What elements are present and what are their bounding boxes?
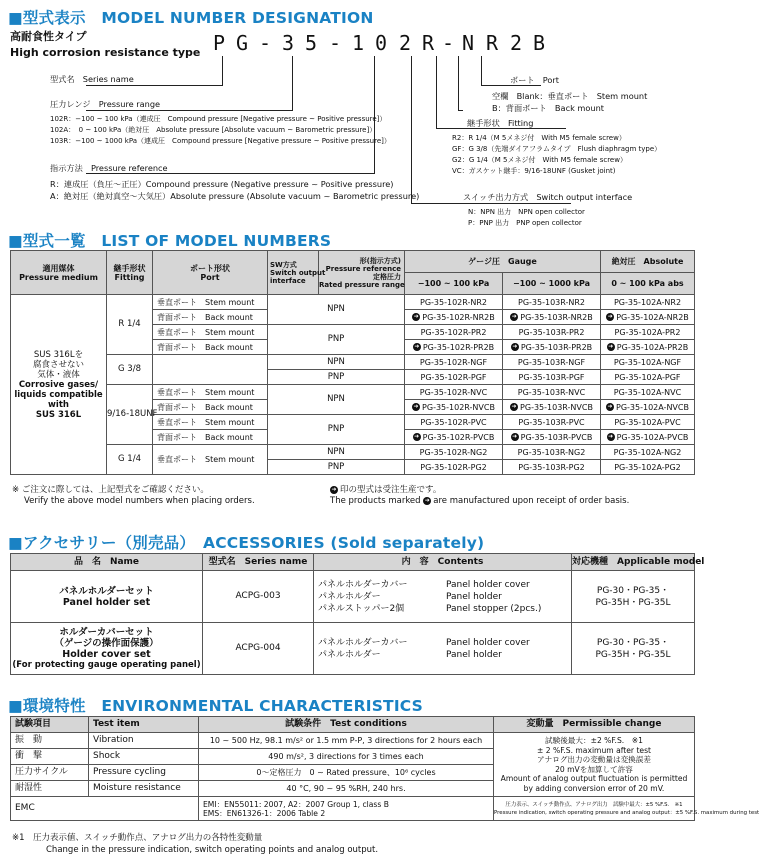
acc-section-title: ■アクセサリー（別売品） ACCESSORIES (Sold separately)	[8, 534, 485, 552]
range-item: 103R：−100 ~ 1000 kPa（連成圧 Compound pressure [Negative pressure ~ Positive pressure]）	[50, 137, 391, 145]
model-number-cell: PG-35-103R-PR2	[503, 325, 601, 340]
model-number-cell: PG-35-102R-PGF	[405, 370, 503, 385]
arrow-mark-icon: ➜	[608, 433, 614, 440]
range-item: 102A： 0 ~ 100 kPa（絶対圧 Absolute pressure [Absolute vacuum ~ Barometric pressure]）	[50, 126, 377, 134]
code-char: 3	[282, 31, 295, 55]
switch-label: スイッチ出力方式 Switch output interface	[463, 192, 633, 202]
model-number-cell: PG-35-103R-PGF	[503, 370, 601, 385]
fitting-cell: R 1/4	[107, 295, 153, 355]
leader-line	[436, 128, 566, 129]
leader-line	[436, 56, 437, 129]
code-char: -	[329, 31, 342, 55]
model-number-cell: PG-35-103R-NGF	[503, 355, 601, 370]
code-char: P	[213, 31, 226, 55]
header-sw: SW方式 Switch output interface	[268, 251, 319, 295]
series-label: 型式名 Series name	[50, 74, 134, 84]
switch-item: N：NPN 出力 NPN open collector	[468, 208, 585, 216]
model-number-cell: PG-35-102A-PR2	[601, 325, 695, 340]
acc-header-model: 対応機種 Applicable model	[572, 554, 695, 571]
acc-contents: パネルホルダーカバー パネルホルダー パネルストッパー2個 Panel holder cover Panel holder Panel stopper (2pcs.)	[314, 571, 572, 623]
leader-line	[411, 56, 412, 204]
note1-en: Verify the above model numbers when placing orders.	[24, 496, 255, 506]
list-section-title: ■型式一覧 LIST OF MODEL NUMBERS	[8, 232, 332, 250]
arrow-mark-icon: ➜	[511, 313, 517, 320]
model-section-title: ■型式表示 MODEL NUMBER DESIGNATION	[8, 9, 374, 27]
env-change-emc: 圧力表示、スイッチ動作点、アナログ出力 試験中最大：±5 %F.S. ※1 Pressure indication, switch operating pressure and analog output：±5 %F.S. maximum during test	[494, 797, 695, 821]
env-cond-emc: EMI：EN55011: 2007, A2：2007 Group 1, class B EMS：EN61326-1：2006 Table 2	[199, 797, 494, 821]
leader-line	[458, 56, 459, 111]
env-cond: 0～定格圧力 0 ~ Rated pressure、10⁶ cycles	[199, 765, 494, 781]
model-number-cell: ➜ PG-35-102R-NR2B	[405, 310, 503, 325]
leader-line	[292, 56, 293, 111]
code-char: 5	[305, 31, 318, 55]
arrow-mark-icon: ➜	[607, 403, 613, 410]
model-number-cell: ➜ PG-35-102A-NVCB	[601, 400, 695, 415]
model-number-cell: PG-35-102R-PVC	[405, 415, 503, 430]
header-range-3: 0 ~ 100 kPa abs	[601, 273, 695, 295]
arrow-mark-icon: ➜	[512, 433, 518, 440]
model-number-cell: PG-35-102A-PVC	[601, 415, 695, 430]
env-item-jp: 耐湿性	[11, 781, 89, 797]
env-cond: 40 °C, 90 ~ 95 %RH, 240 hrs.	[199, 781, 494, 797]
table-row	[11, 355, 695, 370]
env-item-en: Moisture resistance	[89, 781, 199, 797]
model-number-cell: ➜ PG-35-102R-PR2B	[405, 340, 503, 355]
model-number-cell: ➜ PG-35-103R-PR2B	[503, 340, 601, 355]
port-item: 空欄 Blank：垂直ポート Stem mount	[492, 91, 648, 101]
table-row	[11, 295, 695, 310]
code-char: R	[486, 31, 499, 55]
model-number-cell: PG-35-102R-NG2	[405, 445, 503, 460]
leader-line	[86, 110, 293, 111]
env-note-jp: ※1 圧力表示値、スイッチ動作点、アナログ出力の各特性変動量	[12, 833, 263, 843]
model-number-cell: PG-35-102A-NGF	[601, 355, 695, 370]
port-label: ボート Port	[510, 75, 559, 85]
model-number-cell: ➜ PG-35-102A-PR2B	[601, 340, 695, 355]
sw-cell: PNP	[268, 415, 405, 445]
model-number-cell: ➜ PG-35-103R-NVCB	[503, 400, 601, 415]
acc-name: パネルホルダーセット Panel holder set	[11, 571, 203, 623]
code-char: B	[533, 31, 546, 55]
arrow-mark-icon: ➜	[414, 433, 420, 440]
type-jp: 高耐食性タイプ	[10, 30, 87, 43]
env-change: 試験後最大：±2 %F.S. ※1 ± 2 %F.S. maximum after test アナログ出力の変動量は変換誤差 20 mVを加算して許容 Amount of analog output fluctuation is permitted by adding conversion error of 20 mV.	[494, 733, 695, 797]
port-cell: 垂直ポート Stem mount	[153, 445, 268, 475]
accessories-table	[10, 553, 705, 675]
arrow-mark-icon: ➜	[413, 403, 419, 410]
model-number-cell: ➜ PG-35-103R-NR2B	[503, 310, 601, 325]
acc-row	[11, 571, 695, 623]
range-item: 102R：−100 ~ 100 kPa（連成圧 Compound pressure [Negative pressure ~ Positive pressure]）	[50, 115, 387, 123]
acc-name: ホルダーカバーセット （ゲージの操作面保護） Holder cover set (For protecting gauge operating panel)	[11, 623, 203, 675]
header-medium: 適用媒体 Pressure medium	[11, 251, 107, 295]
env-item-en: Vibration	[89, 733, 199, 749]
fitting-item: VC：ガスケット継手：9/16-18UNF (Gusket joint)	[452, 167, 616, 175]
code-char: 2	[399, 31, 412, 55]
port-cell: 垂直ポート Stem mount	[153, 385, 268, 400]
fitting-label: 継手形状 Fitting	[467, 118, 534, 128]
fitting-cell: G 3/8	[107, 355, 153, 385]
leader-line	[481, 56, 482, 86]
env-section-title: ■環境特性 ENVIRONMENTAL CHARACTERISTICS	[8, 697, 424, 715]
leader-line	[411, 203, 571, 204]
env-item-en: Pressure cycling	[89, 765, 199, 781]
code-char: -	[442, 31, 455, 55]
sw-cell: PNP	[268, 325, 405, 355]
port-cell: 背面ポート Back mount	[153, 400, 268, 415]
model-number-cell: PG-35-102R-NVC	[405, 385, 503, 400]
port-cell	[153, 355, 268, 385]
sw-cell: PNP	[268, 370, 405, 385]
model-number-cell: ➜ PG-35-102A-NR2B	[601, 310, 695, 325]
port-item: B：背面ボート Back mount	[492, 103, 604, 113]
leader-line	[222, 56, 223, 86]
model-number-cell: PG-35-102A-NVC	[601, 385, 695, 400]
switch-item: P：PNP 出力 PNP open collector	[468, 219, 582, 227]
model-number-cell: PG-35-103R-NVC	[503, 385, 601, 400]
env-cond: 490 m/s², 3 directions for 3 times each	[199, 749, 494, 765]
header-ref: 形(指示方式) Pressure reference 定格圧力 Rated pressure range	[319, 251, 405, 295]
arrow-mark-icon: ➜	[424, 496, 430, 504]
port-cell: 背面ポート Back mount	[153, 340, 268, 355]
arrow-mark-icon: ➜	[512, 343, 518, 350]
code-char: R	[422, 31, 435, 55]
arrow-mark-icon: ➜	[511, 403, 517, 410]
leader-line	[458, 110, 463, 111]
code-char: -	[259, 31, 272, 55]
arrow-mark-icon: ➜	[331, 485, 337, 493]
model-number-cell: PG-35-102A-PG2	[601, 460, 695, 475]
env-cond: 10 ~ 500 Hz, 98.1 m/s² or 1.5 mm P-P, 3 directions for 2 hours each	[199, 733, 494, 749]
acc-header-contents: 内 容 Contents	[314, 554, 572, 571]
port-cell: 背面ポート Back mount	[153, 430, 268, 445]
acc-header-series: 型式名 Series name	[203, 554, 314, 571]
model-number-cell: PG-35-103R-PG2	[503, 460, 601, 475]
code-char: 1	[352, 31, 365, 55]
model-number-cell: ➜ PG-35-102R-NVCB	[405, 400, 503, 415]
model-list-table	[10, 250, 695, 475]
environment-table	[10, 716, 759, 821]
model-number-cell: PG-35-102R-PG2	[405, 460, 503, 475]
table-row	[11, 445, 695, 460]
acc-series: ACPG-003	[203, 571, 314, 623]
env-item-emc: EMC	[11, 797, 199, 821]
env-item-en: Shock	[89, 749, 199, 765]
header-absolute: 絶対圧 Absolute	[601, 251, 695, 273]
port-cell: 背面ポート Back mount	[153, 310, 268, 325]
env-item-jp: 衝 撃	[11, 749, 89, 765]
model-number-cell: PG-35-103R-PVC	[503, 415, 601, 430]
arrow-mark-icon: ➜	[607, 313, 613, 320]
leader-line	[86, 173, 375, 174]
medium-cell: SUS 316Lを 腐食させない 気体・液体 Corrosive gases/ liquids compatible with SUS 316L	[11, 295, 107, 475]
ref-item: A：絶対圧（絶対真空～大気圧）Absolute pressure (Absolute vacuum ~ Barometric pressure)	[50, 191, 420, 201]
fitting-item: G2：G 1/4（M 5メネジ付 With M5 female screw）	[452, 156, 627, 164]
leader-line	[86, 85, 223, 86]
model-number-cell: PG-35-102A-NG2	[601, 445, 695, 460]
fitting-cell: G 1/4	[107, 445, 153, 475]
model-number-cell: PG-35-103R-NG2	[503, 445, 601, 460]
arrow-mark-icon: ➜	[413, 313, 419, 320]
fitting-item: GF：G 3/8（先端ダイアフラムタイプ Flush diaphragm type）	[452, 145, 662, 153]
leader-line	[481, 85, 541, 86]
sw-cell: NPN	[268, 445, 405, 460]
pressure-range-label: 圧力レンジ Pressure range	[50, 99, 161, 109]
acc-contents: パネルホルダーカバー パネルホルダー Panel holder cover Panel holder	[314, 623, 572, 675]
acc-header-name: 品 名 Name	[11, 554, 203, 571]
code-char: N	[462, 31, 475, 55]
env-item-jp: 圧力サイクル	[11, 765, 89, 781]
env-header-change: 変動量 Permissible change	[494, 717, 695, 733]
note2-en: The products marked ➜ are manufactured upon receipt of order basis.	[330, 496, 630, 506]
acc-series: ACPG-004	[203, 623, 314, 675]
port-cell: 垂直ポート Stem mount	[153, 295, 268, 310]
header-range-1: −100 ~ 100 kPa	[405, 273, 503, 295]
arrow-mark-icon: ➜	[414, 343, 420, 350]
acc-model: PG-30・PG-35・ PG-35H・PG-35L	[572, 623, 695, 675]
model-number-cell: PG-35-102R-NGF	[405, 355, 503, 370]
model-number-cell: PG-35-102A-PGF	[601, 370, 695, 385]
acc-row	[11, 623, 695, 675]
note2-jp: ➜ 印の型式は受注生産です。	[331, 485, 442, 495]
acc-model: PG-30・PG-35・ PG-35H・PG-35L	[572, 571, 695, 623]
sw-cell: NPN	[268, 355, 405, 370]
header-gauge: ゲージ圧 Gauge	[405, 251, 601, 273]
fitting-item: R2：R 1/4（M 5メネジ付 With M5 female screw）	[452, 134, 626, 142]
table-row	[11, 385, 695, 400]
arrow-mark-icon: ➜	[608, 343, 614, 350]
model-number-cell: ➜ PG-35-102A-PVCB	[601, 430, 695, 445]
ref-method-label: 指示方法 Pressure reference	[50, 163, 168, 173]
sw-cell: NPN	[268, 295, 405, 325]
model-number-cell: PG-35-102A-NR2	[601, 295, 695, 310]
port-cell: 垂直ポート Stem mount	[153, 325, 268, 340]
fitting-cell: 9/16-18UNF	[107, 385, 153, 445]
model-number-cell: ➜ PG-35-102R-PVCB	[405, 430, 503, 445]
env-header-item-jp: 試験項目	[11, 717, 89, 733]
env-header-item-en: Test item	[89, 717, 199, 733]
code-char: 0	[375, 31, 388, 55]
model-number-cell: PG-35-102R-NR2	[405, 295, 503, 310]
model-number-cell: ➜ PG-35-103R-PVCB	[503, 430, 601, 445]
env-header-cond: 試験条件 Test conditions	[199, 717, 494, 733]
sw-cell: NPN	[268, 385, 405, 415]
sw-cell: PNP	[268, 460, 405, 475]
env-item-jp: 振 動	[11, 733, 89, 749]
type-en: High corrosion resistance type	[10, 46, 201, 59]
code-char: 2	[510, 31, 523, 55]
port-cell: 垂直ポート Stem mount	[153, 415, 268, 430]
ref-item: R：連成圧（負圧～正圧）Compound pressure (Negative pressure ~ Positive pressure)	[50, 179, 394, 189]
header-fitting: 継手形状 Fitting	[107, 251, 153, 295]
header-port: ポート形状 Port	[153, 251, 268, 295]
env-note-en: Change in the pressure indication, switch operating points and analog output.	[46, 845, 379, 855]
header-range-2: −100 ~ 1000 kPa	[503, 273, 601, 295]
model-number-cell: PG-35-102R-PR2	[405, 325, 503, 340]
code-char: G	[236, 31, 249, 55]
note1-jp: ※ ご注文に際しては、上記型式をご確認ください。	[12, 485, 209, 495]
model-number-cell: PG-35-103R-NR2	[503, 295, 601, 310]
